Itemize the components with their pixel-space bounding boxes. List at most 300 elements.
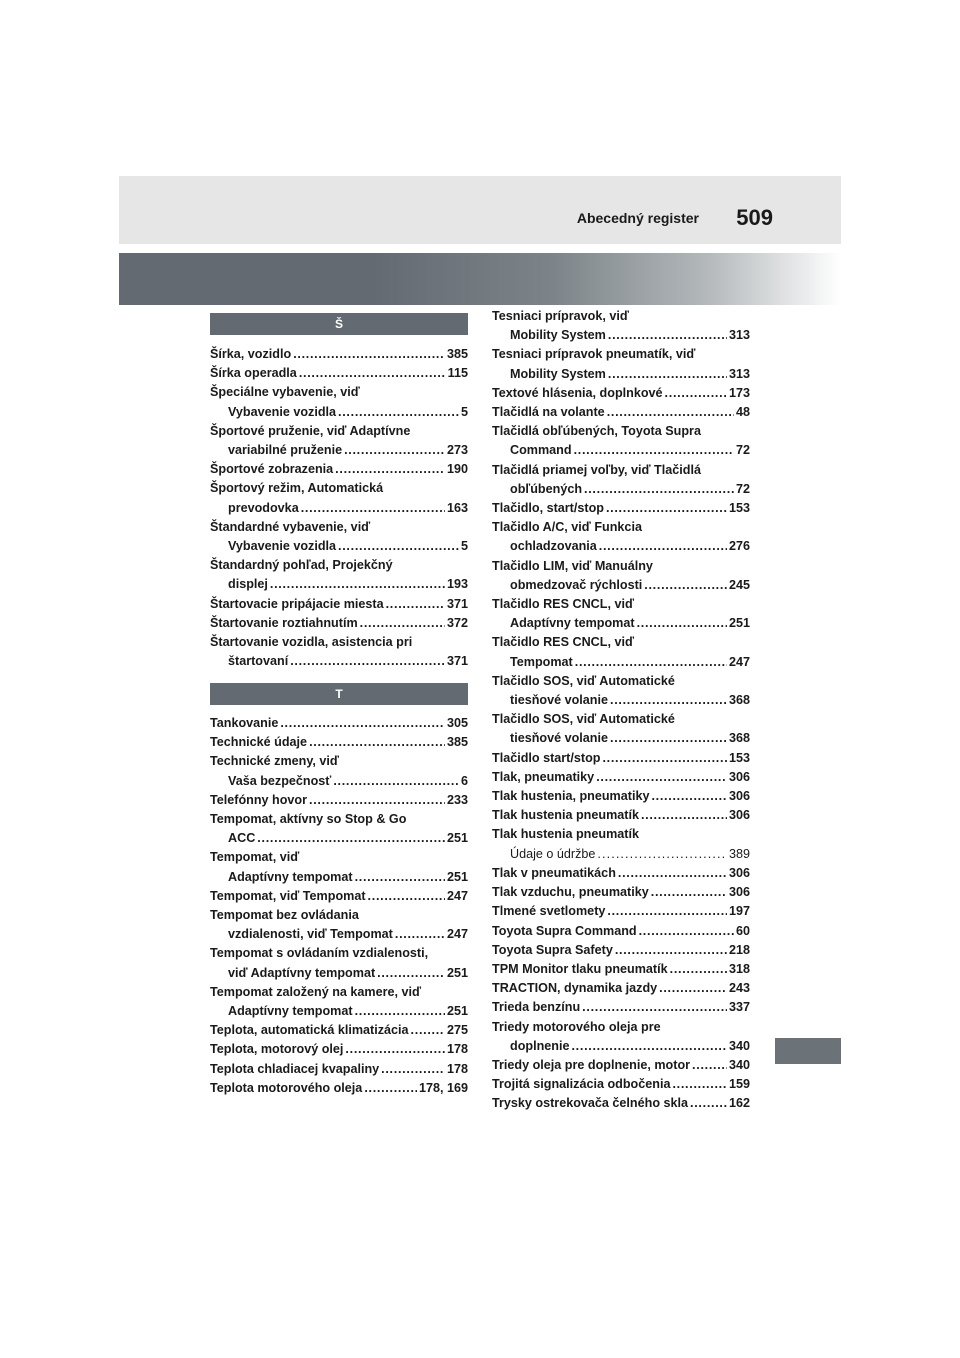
- index-entry-line: [210, 422, 468, 441]
- index-entry-text: Vaša bezpečnosť: [228, 773, 332, 788]
- index-page-ref: 162: [728, 1096, 750, 1111]
- index-entry-line: [492, 883, 750, 902]
- index-entry: [492, 557, 750, 595]
- index-entry: [210, 1079, 468, 1098]
- index-entry-line: [210, 791, 468, 810]
- index-entry: [210, 944, 468, 982]
- index-entry-line: [492, 1037, 750, 1056]
- index-page-ref: 340: [728, 1038, 750, 1053]
- index-entry-line: [210, 479, 468, 498]
- index-entry: [492, 768, 750, 787]
- index-entry: [492, 902, 750, 921]
- index-entry-line: [210, 1040, 468, 1059]
- index-entry-text: obmedzovač rýchlosti: [510, 577, 643, 592]
- index-entry-line: [492, 345, 750, 364]
- index-page-ref: 276: [728, 539, 750, 554]
- index-entry-text: Tempomat, aktívny so Stop & Go: [210, 812, 407, 827]
- index-entry-line: [210, 633, 468, 652]
- index-entry-line: [210, 1002, 468, 1021]
- dot-leader: [280, 714, 445, 733]
- dot-leader: [364, 1079, 417, 1098]
- index-entry: [492, 633, 750, 671]
- index-entry-text: Trieda benzínu: [492, 1000, 581, 1015]
- index-entry: [210, 556, 468, 594]
- dot-leader: [618, 864, 727, 883]
- index-entry-text: Tempomat, viď: [210, 850, 300, 865]
- index-entry-text: Tlačidlá priamej voľby, viď Tlačidlá: [492, 462, 701, 477]
- index-entry-line: [492, 557, 750, 576]
- index-entry-text: Teplota chladiacej kvapaliny: [210, 1061, 380, 1076]
- index-entry-text: Tlak, pneumatiky: [492, 769, 595, 784]
- index-entry-line: [492, 768, 750, 787]
- index-entry-line: [492, 864, 750, 883]
- index-entry-line: [210, 1021, 468, 1040]
- index-entry-text: Trojitá signalizácia odbočenia: [492, 1077, 671, 1092]
- index-entry-line: [492, 365, 750, 384]
- index-entry: [210, 1040, 468, 1059]
- dot-leader: [257, 829, 445, 848]
- index-entry-line: [210, 810, 468, 829]
- index-entry-line: [210, 537, 468, 556]
- index-entry-line: [492, 845, 750, 864]
- index-entry-text: Tlačidlá obľúbených, Toyota Supra: [492, 424, 701, 439]
- dot-leader: [368, 887, 445, 906]
- index-entry-line: [492, 672, 750, 691]
- index-entry: [210, 614, 468, 633]
- index-entry-line: [492, 806, 750, 825]
- index-entry: [492, 960, 750, 979]
- dot-leader: [644, 576, 727, 595]
- dot-leader: [333, 772, 459, 791]
- index-entry-line: [210, 944, 468, 963]
- index-entry-text: TRACTION, dynamika jazdy: [492, 981, 658, 996]
- index-entry-line: [492, 518, 750, 537]
- dot-leader: [659, 979, 727, 998]
- index-entry-line: [492, 595, 750, 614]
- index-entry: [492, 499, 750, 518]
- index-entry-text: Adaptívny tempomat: [228, 1004, 353, 1019]
- dot-leader: [335, 460, 445, 479]
- index-page-ref: 6: [460, 773, 468, 788]
- index-entry-line: [492, 307, 750, 326]
- index-page-ref: 306: [728, 808, 750, 823]
- index-entry-line: [492, 422, 750, 441]
- index-entry-text: Telefónny hovor: [210, 792, 308, 807]
- index-entry-text: Štandardné vybavenie, viď: [210, 519, 371, 534]
- index-entry-text: Športové zobrazenia: [210, 462, 334, 477]
- index-entry-text: Textové hlásenia, doplnkové: [492, 385, 663, 400]
- index-entry: [210, 595, 468, 614]
- index-entry-text: Tlačidlo LIM, viď Manuálny: [492, 558, 653, 573]
- index-page-ref: 273: [446, 443, 468, 458]
- index-entry-line: [210, 383, 468, 402]
- index-entry-text: Teplota motorového oleja: [210, 1080, 363, 1095]
- index-page-ref: 48: [735, 405, 750, 420]
- index-entry-text: Štartovanie vozidla, asistencia pri: [210, 635, 413, 650]
- index-entry: [492, 1056, 750, 1075]
- index-entry: [492, 710, 750, 748]
- index-entry-text: Tlačidlo SOS, viď Automatické: [492, 712, 675, 727]
- index-entry-text: Tlačidlo, start/stop: [492, 501, 604, 516]
- index-page-ref: 306: [728, 865, 750, 880]
- dot-leader: [610, 729, 727, 748]
- index-entry: [492, 883, 750, 902]
- index-entry-text: Štartovacie pripájacie miesta: [210, 596, 384, 611]
- dot-leader: [651, 787, 727, 806]
- index-entry-text: Tlak hustenia, pneumatiky: [492, 789, 650, 804]
- dot-leader: [411, 1021, 445, 1040]
- index-entry-text: Tlačidlo start/stop: [492, 750, 601, 765]
- index-entry-line: [210, 829, 468, 848]
- index-page-ref: 371: [446, 596, 468, 611]
- index-entry-text: vzdialenosti, viď Tempomat: [228, 927, 393, 942]
- index-entry-line: [492, 922, 750, 941]
- index-entry-line: [210, 1060, 468, 1079]
- index-entry: [492, 864, 750, 883]
- page-header: [119, 176, 841, 244]
- dot-leader: [582, 998, 727, 1017]
- dot-leader: [596, 768, 727, 787]
- index-entry-line: [210, 964, 468, 983]
- index-entry-line: [210, 906, 468, 925]
- index-entry: [492, 461, 750, 499]
- index-entry: [210, 733, 468, 752]
- dot-leader: [615, 941, 727, 960]
- index-page-ref: 72: [735, 481, 750, 496]
- index-page-ref: 178: [446, 1061, 468, 1076]
- dot-leader: [584, 480, 734, 499]
- index-entry: [210, 906, 468, 944]
- index-entry: [210, 983, 468, 1021]
- index-page-ref: 178: [446, 1042, 468, 1057]
- section-heading-t: T: [210, 683, 468, 705]
- index-entry-text: ochladzovania: [510, 539, 597, 554]
- index-entry: [210, 887, 468, 906]
- index-entry-line: [492, 825, 750, 844]
- index-entry-line: [492, 1075, 750, 1094]
- index-entry: [492, 806, 750, 825]
- index-page-ref: 247: [728, 654, 750, 669]
- index-entry-line: [492, 1094, 750, 1113]
- index-entry: [210, 364, 468, 383]
- index-page-ref: 60: [735, 923, 750, 938]
- index-entry-text: Tesniaci prípravok, viď: [492, 309, 629, 323]
- index-entry: [492, 1075, 750, 1094]
- index-page-ref: 371: [446, 654, 468, 669]
- dot-leader: [597, 845, 727, 864]
- index-entry-line: [492, 1056, 750, 1075]
- index-entry: [492, 922, 750, 941]
- dot-leader: [574, 441, 734, 460]
- index-entry: [210, 1021, 468, 1040]
- index-entry-text: Technické údaje: [210, 735, 308, 750]
- dot-leader: [301, 499, 445, 518]
- index-entry-text: Šírka operadla: [210, 366, 297, 381]
- index-page-ref: 251: [728, 616, 750, 631]
- dot-leader: [608, 365, 727, 384]
- index-entry: [492, 422, 750, 460]
- index-entry-line: [210, 983, 468, 1002]
- index-entry-text: doplnenie: [510, 1038, 570, 1053]
- index-page-ref: 275: [446, 1023, 468, 1038]
- index-entry: [210, 791, 468, 810]
- index-entry: [210, 1060, 468, 1079]
- index-entry-line: [492, 998, 750, 1017]
- section-t-entries: [210, 714, 468, 1098]
- index-page-ref: 389: [728, 846, 750, 861]
- dot-leader: [360, 614, 445, 633]
- index-page-ref: 153: [728, 750, 750, 765]
- dot-leader: [602, 749, 727, 768]
- index-page-ref: 233: [446, 792, 468, 807]
- index-entry: [492, 1018, 750, 1056]
- index-page-ref: 159: [728, 1077, 750, 1092]
- index-page-ref: 372: [446, 615, 468, 630]
- dot-leader: [381, 1060, 445, 1079]
- index-entry-text: tiesňové volanie: [510, 731, 608, 746]
- index-entry-line: [210, 887, 468, 906]
- dot-leader: [672, 1075, 727, 1094]
- index-entry: [492, 384, 750, 403]
- section-s-entries: [210, 345, 468, 671]
- index-entry: [492, 595, 750, 633]
- index-entry-line: [210, 556, 468, 575]
- index-entry-line: [210, 714, 468, 733]
- index-entry: [210, 345, 468, 364]
- index-page-ref: 251: [446, 831, 468, 846]
- index-entry-text: Vybavenie vozidla: [228, 539, 337, 554]
- index-entry-text: Technické zmeny, viď: [210, 754, 339, 769]
- index-entry-line: [492, 384, 750, 403]
- dot-leader: [690, 1094, 727, 1113]
- index-page-ref: 337: [728, 1000, 750, 1015]
- index-entry-text: Štandardný pohľad, Projekčný: [210, 558, 393, 573]
- index-entry: [492, 825, 750, 863]
- index-entry: [210, 460, 468, 479]
- index-entry-line: [492, 710, 750, 729]
- dot-leader: [639, 922, 734, 941]
- index-entry-text: TPM Monitor tlaku pneumatík: [492, 961, 668, 976]
- index-entry-text: Triedy motorového oleja pre: [492, 1019, 661, 1034]
- index-entry-line: [210, 595, 468, 614]
- dot-leader: [395, 925, 445, 944]
- index-entry-text: Toyota Supra Command: [492, 923, 637, 938]
- index-entry-text: Tlačidlá na volante: [492, 405, 605, 420]
- index-entry-line: [210, 441, 468, 460]
- index-entry-text: viď Adaptívny tempomat: [228, 965, 376, 980]
- index-page-ref: 247: [446, 927, 468, 942]
- dot-leader: [637, 614, 727, 633]
- index-entry-text: Tlak vzduchu, pneumatiky: [492, 885, 649, 900]
- dot-leader: [270, 575, 445, 594]
- index-entry-line: [492, 902, 750, 921]
- index-page-ref: 306: [728, 769, 750, 784]
- index-page-ref: 313: [728, 366, 750, 381]
- index-page-ref: 72: [735, 443, 750, 458]
- header-gradient-band: [119, 253, 841, 305]
- index-page-ref: 173: [728, 385, 750, 400]
- index-page-ref: 306: [728, 789, 750, 804]
- index-page-ref: 243: [728, 981, 750, 996]
- dot-leader: [599, 537, 727, 556]
- index-entry: [210, 633, 468, 671]
- index-entry: [210, 518, 468, 556]
- index-page-ref: 190: [446, 462, 468, 477]
- index-entry-text: Športové pruženie, viď Adaptívne: [210, 423, 411, 438]
- index-page-ref: 368: [728, 693, 750, 708]
- index-entry-text: Mobility System: [510, 328, 606, 343]
- dot-leader: [299, 364, 446, 383]
- index-page-ref: 247: [446, 888, 468, 903]
- index-entry: [492, 518, 750, 556]
- index-entry-text: Command: [510, 443, 572, 458]
- index-page-ref: 385: [446, 735, 468, 750]
- index-entry-text: Tesniaci prípravok pneumatík, viď: [492, 347, 696, 362]
- index-entry-text: Tlak hustenia pneumatík: [492, 808, 639, 823]
- index-page-ref: 306: [728, 885, 750, 900]
- index-entry-line: [210, 848, 468, 867]
- dot-leader: [293, 345, 445, 364]
- dot-leader: [606, 499, 727, 518]
- index-entry-line: [492, 691, 750, 710]
- index-entry-text: Mobility System: [510, 366, 606, 381]
- index-entry: [492, 1094, 750, 1113]
- index-entry-text: Tempomat bez ovládania: [210, 908, 359, 923]
- index-page-ref: 153: [728, 501, 750, 516]
- index-page-ref: 368: [728, 731, 750, 746]
- index-entry-text: Špeciálne vybavenie, viď: [210, 385, 360, 400]
- index-entry-line: [492, 787, 750, 806]
- index-entry-text: Adaptívny tempomat: [228, 869, 353, 884]
- dot-leader: [338, 537, 459, 556]
- index-entry: [492, 979, 750, 998]
- index-entry-line: [210, 499, 468, 518]
- index-entry-line: [492, 979, 750, 998]
- index-entry-text: Štartovanie roztiahnutím: [210, 615, 358, 630]
- index-entry: [210, 714, 468, 733]
- index-entry-line: [492, 941, 750, 960]
- index-entry-line: [492, 537, 750, 556]
- index-entry-line: [210, 1079, 468, 1098]
- dot-leader: [651, 883, 727, 902]
- index-entry: [492, 998, 750, 1017]
- index-page-ref: 218: [728, 942, 750, 957]
- index-entry-line: [210, 925, 468, 944]
- dot-leader: [571, 1037, 727, 1056]
- index-entry-text: Tempomat: [510, 654, 573, 669]
- index-entry-text: ACC: [228, 831, 256, 846]
- dot-leader: [309, 791, 445, 810]
- index-page-ref: 313: [728, 328, 750, 343]
- index-entry-text: Tlmené svetlomety: [492, 904, 606, 919]
- index-entry-text: prevodovka: [228, 500, 299, 515]
- index-entry-line: [492, 749, 750, 768]
- index-entry: [210, 752, 468, 790]
- index-entry-line: [492, 653, 750, 672]
- index-entry-text: variabilné pruženie: [228, 443, 343, 458]
- dot-leader: [692, 1056, 727, 1075]
- dot-leader: [608, 326, 727, 345]
- dot-leader: [355, 1002, 445, 1021]
- index-entry-text: Triedy oleja pre doplnenie, motor: [492, 1057, 691, 1072]
- index-entry-text: Teplota, automatická klimatizácia: [210, 1023, 409, 1038]
- index-entry-text: štartovaní: [228, 654, 289, 669]
- dot-leader: [355, 868, 445, 887]
- index-entry: [210, 383, 468, 421]
- index-entry-text: Tankovanie: [210, 716, 279, 730]
- index-entry-text: Tempomat, viď Tempomat: [210, 888, 366, 903]
- index-entry: [492, 787, 750, 806]
- index-entry-line: [492, 576, 750, 595]
- dot-leader: [345, 1040, 445, 1059]
- index-entry: [492, 345, 750, 383]
- index-page-ref: 318: [728, 961, 750, 976]
- dot-leader: [670, 960, 727, 979]
- dot-leader: [641, 806, 727, 825]
- index-page-ref: 197: [728, 904, 750, 919]
- index-entry-line: [492, 729, 750, 748]
- index-page-ref: 115: [447, 366, 468, 381]
- index-entry-text: displej: [228, 577, 268, 592]
- page-number: 509: [736, 205, 773, 230]
- index-entry-line: [210, 752, 468, 771]
- index-entry-line: [210, 460, 468, 479]
- dot-leader: [290, 652, 445, 671]
- dot-leader: [575, 653, 727, 672]
- index-entry-line: [210, 364, 468, 383]
- index-entry-line: [492, 614, 750, 633]
- index-entry: [492, 403, 750, 422]
- index-entry-line: [210, 652, 468, 671]
- index-entry: [492, 672, 750, 710]
- dot-leader: [344, 441, 445, 460]
- index-entry-line: [492, 633, 750, 652]
- index-page-ref: 340: [728, 1057, 750, 1072]
- index-page-ref: 251: [446, 965, 468, 980]
- index-entry-text: Športový režim, Automatická: [210, 481, 384, 496]
- dot-leader: [607, 902, 727, 921]
- index-entry-text: tiesňové volanie: [510, 693, 608, 708]
- index-entry: [492, 749, 750, 768]
- index-entry-text: Tlačidlo RES CNCL, viď: [492, 597, 635, 612]
- right-entries: [492, 307, 750, 1114]
- index-entry-text: Tlačidlo A/C, viď Funkcia: [492, 520, 642, 535]
- index-page-ref: 385: [446, 347, 468, 361]
- index-entry-line: [210, 518, 468, 537]
- index-entry-line: [210, 575, 468, 594]
- index-page-ref: 245: [728, 577, 750, 592]
- index-entry: [210, 848, 468, 886]
- index-page-ref: 5: [460, 539, 468, 554]
- dot-leader: [338, 403, 459, 422]
- index-entry-text: Údaje o údržbe: [510, 846, 596, 861]
- index-entry-line: [492, 499, 750, 518]
- index-entry-line: [492, 461, 750, 480]
- index-entry-text: Teplota, motorový olej: [210, 1042, 344, 1057]
- index-entry-line: [492, 960, 750, 979]
- index-page-ref: 251: [446, 869, 468, 884]
- index-entry-line: [492, 441, 750, 460]
- index-entry-text: obľúbených: [510, 481, 583, 496]
- index-entry-text: Tempomat s ovládaním vzdialenosti,: [210, 946, 429, 961]
- dot-leader: [665, 384, 727, 403]
- index-page-ref: 163: [446, 500, 468, 515]
- index-page-ref: 305: [446, 716, 468, 730]
- index-entry-line: [492, 1018, 750, 1037]
- index-page-ref: 193: [446, 577, 468, 592]
- index-entry-text: Tlačidlo SOS, viď Automatické: [492, 673, 675, 688]
- index-entry-line: [492, 326, 750, 345]
